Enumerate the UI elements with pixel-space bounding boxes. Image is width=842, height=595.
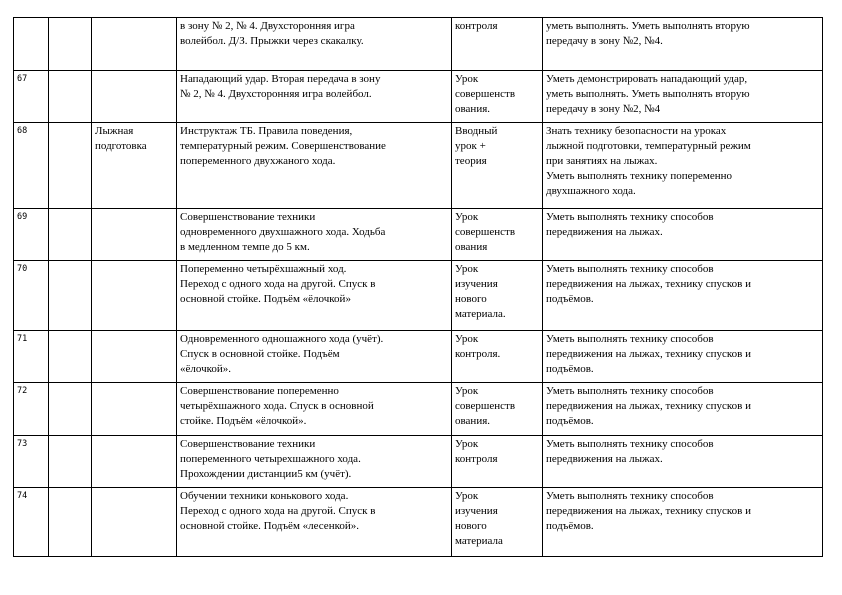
topic-cell: Попеременно четырёхшажный ход. Переход с одного хода на другой. Спуск в основной стойке. Подъём «ёлочкой»	[177, 261, 452, 331]
table-row	[14, 383, 823, 436]
section-cell	[92, 383, 177, 436]
table-row	[14, 488, 823, 557]
topic-cell: Совершенствование попеременно четырёхшажного хода. Спуск в основной стойке. Подъём «ёлочкой».	[177, 383, 452, 436]
requirements-cell: Уметь выполнять технику способов передвижения на лыжах, технику спусков и подъёмов.	[543, 261, 823, 331]
section-cell	[92, 18, 177, 71]
table-row	[14, 261, 823, 331]
lesson-type-cell: Урок изучения нового материала.	[452, 261, 543, 331]
lesson-number: 70	[14, 261, 49, 331]
empty-cell	[49, 488, 92, 557]
lesson-type-cell: Вводный урок + теория	[452, 123, 543, 209]
section-cell	[92, 488, 177, 557]
section-cell	[92, 71, 177, 123]
empty-cell	[49, 261, 92, 331]
requirements-cell: Знать технику безопасности на уроках лыжной подготовки, температурный режим при занятиях на лыжах. Уметь выполнять технику попеременно двухшажного хода.	[543, 123, 823, 209]
lesson-type-cell: Урок совершенств ования.	[452, 71, 543, 123]
topic-cell: Обучении техники конькового хода. Переход с одного хода на другой. Спуск в основной стойке. Подъём «лесенкой».	[177, 488, 452, 557]
requirements-cell: Уметь выполнять технику способов передвижения на лыжах.	[543, 209, 823, 261]
requirements-cell: Уметь демонстрировать нападающий удар, уметь выполнять. Уметь выполнять вторую передачу в зону №2, №4	[543, 71, 823, 123]
table-row	[14, 209, 823, 261]
lesson-number: 68	[14, 123, 49, 209]
lesson-plan-table	[13, 17, 823, 557]
section-cell	[92, 331, 177, 383]
lesson-type-cell: Урок совершенств ования.	[452, 383, 543, 436]
lesson-number: 71	[14, 331, 49, 383]
table-row	[14, 331, 823, 383]
lesson-number: 69	[14, 209, 49, 261]
empty-cell	[49, 331, 92, 383]
lesson-number: 67	[14, 71, 49, 123]
requirements-cell: уметь выполнять. Уметь выполнять вторую передачу в зону №2, №4.	[543, 18, 823, 71]
topic-cell: Инструктаж ТБ. Правила поведения, температурный режим. Совершенствование попеременного двухжаного хода.	[177, 123, 452, 209]
table-row	[14, 123, 823, 209]
lesson-type-cell: контроля	[452, 18, 543, 71]
lesson-type-cell: Урок контроля.	[452, 331, 543, 383]
empty-cell	[49, 383, 92, 436]
topic-cell: Нападающий удар. Вторая передача в зону № 2, № 4. Двухсторонняя игра волейбол.	[177, 71, 452, 123]
table-row	[14, 71, 823, 123]
section-cell	[92, 436, 177, 488]
empty-cell	[49, 209, 92, 261]
requirements-cell: Уметь выполнять технику способов передвижения на лыжах, технику спусков и подъёмов.	[543, 383, 823, 436]
section-cell	[92, 209, 177, 261]
topic-cell: Совершенствование техники попеременного четырехшажного хода. Прохождении дистанции5 км (учёт).	[177, 436, 452, 488]
table-row	[14, 18, 823, 71]
lesson-number: 73	[14, 436, 49, 488]
requirements-cell: Уметь выполнять технику способов передвижения на лыжах, технику спусков и подъёмов.	[543, 488, 823, 557]
lesson-type-cell: Урок изучения нового материала	[452, 488, 543, 557]
empty-cell	[49, 71, 92, 123]
requirements-cell: Уметь выполнять технику способов передвижения на лыжах, технику спусков и подъёмов.	[543, 331, 823, 383]
table-row	[14, 436, 823, 488]
requirements-cell: Уметь выполнять технику способов передвижения на лыжах.	[543, 436, 823, 488]
empty-cell	[49, 18, 92, 71]
lesson-type-cell: Урок совершенств ования	[452, 209, 543, 261]
lesson-type-cell: Урок контроля	[452, 436, 543, 488]
empty-cell	[49, 123, 92, 209]
topic-cell: в зону № 2, № 4. Двухсторонняя игра волейбол. Д/З. Прыжки через скакалку.	[177, 18, 452, 71]
section-cell	[92, 261, 177, 331]
section-cell: Лыжная подготовка	[92, 123, 177, 209]
lesson-number	[14, 18, 49, 71]
lesson-number: 74	[14, 488, 49, 557]
topic-cell: Совершенствование техники одновременного двухшажного хода. Ходьба в медленном темпе до 5 км.	[177, 209, 452, 261]
empty-cell	[49, 436, 92, 488]
topic-cell: Одновременного одношажного хода (учёт). Спуск в основной стойке. Подъём «ёлочкой».	[177, 331, 452, 383]
lesson-number: 72	[14, 383, 49, 436]
